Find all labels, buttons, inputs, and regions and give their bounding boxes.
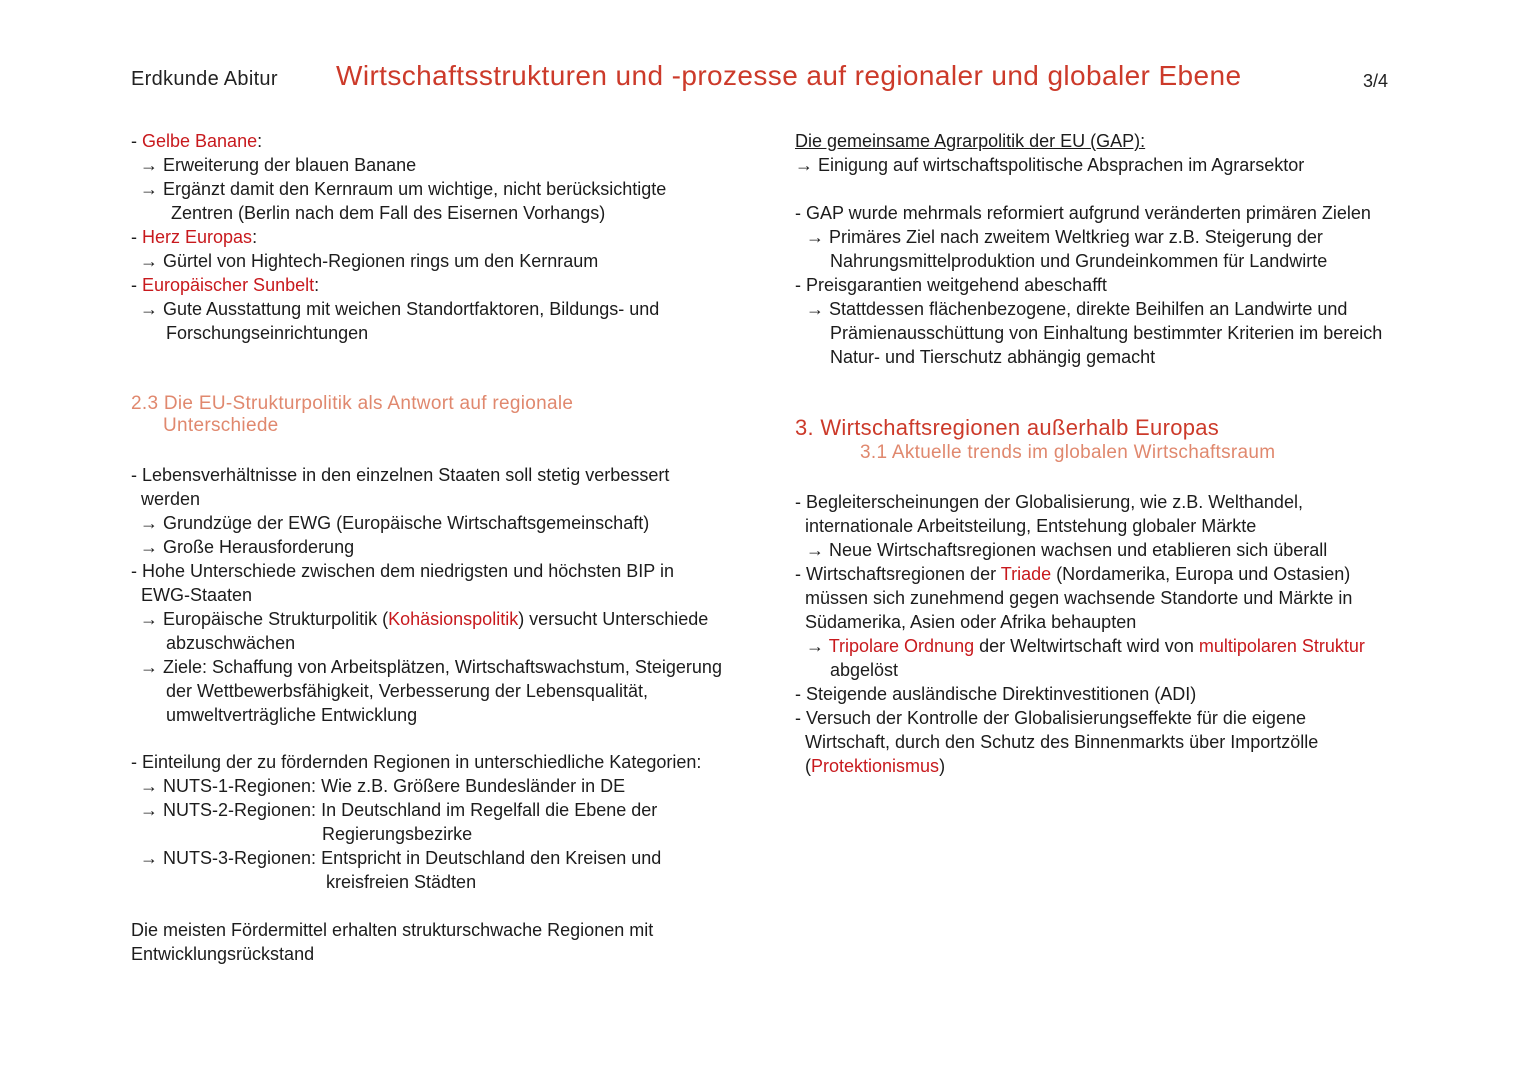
- text-line: internationale Arbeitsteilung, Entstehung globaler Märkte: [805, 516, 1257, 536]
- text-line: Regierungsbezirke: [322, 824, 473, 844]
- section-heading-3: 3. Wirtschaftsregionen außerhalb Europas: [795, 415, 1220, 440]
- text-line: → Gute Ausstattung mit weichen Standortfaktoren, Bildungs- und: [140, 299, 660, 319]
- text-fragment: (: [805, 756, 811, 776]
- subject-label: Erdkunde Abitur: [131, 68, 278, 90]
- text-fragment: (Nordamerika, Europa und Ostasien): [1051, 564, 1351, 584]
- term-sunbelt: Europäischer Sunbelt: [142, 275, 315, 295]
- text-line: → Primäres Ziel nach zweitem Weltkrieg war z.B. Steigerung der: [806, 227, 1323, 247]
- text-line-kohaesion: [140, 607, 708, 631]
- text-line: EWG-Staaten: [141, 585, 253, 605]
- gap-heading: Die gemeinsame Agrarpolitik der EU (GAP):: [795, 131, 1146, 151]
- page-title: Wirtschaftsstrukturen und -prozesse auf regionaler und globaler Ebene: [336, 60, 1242, 91]
- text-line: → NUTS-1-Regionen: Wie z.B. Größere Bundesländer in DE: [140, 776, 626, 796]
- text-line: Wirtschaft, durch den Schutz des Binnenmarkts über Importzölle: [805, 732, 1319, 752]
- text-line: - Lebensverhältnisse in den einzelnen Staaten soll stetig verbessert: [131, 465, 670, 485]
- text-line: Entwicklungsrückstand: [131, 944, 315, 964]
- text-line: - Versuch der Kontrolle der Globalisierungseffekte für die eigene: [795, 708, 1306, 728]
- text-line: → Ziele: Schaffung von Arbeitsplätzen, Wirtschaftswachstum, Steigerung: [140, 657, 722, 677]
- text-fragment: ): [939, 756, 946, 776]
- text-line: abgelöst: [830, 660, 899, 680]
- text-line: umweltverträgliche Entwicklung: [166, 705, 418, 725]
- text-line: Natur- und Tierschutz abhängig gemacht: [830, 347, 1156, 367]
- text-line: - Einteilung der zu fördernden Regionen in unterschiedliche Kategorien:: [131, 752, 702, 772]
- text-line: Die meisten Fördermittel erhalten strukturschwache Regionen mit: [131, 920, 654, 940]
- list-item-herz-europas: - Herz Europas:: [131, 227, 258, 247]
- text-line-tripolar: [806, 634, 1365, 658]
- text-line: → Grundzüge der EWG (Europäische Wirtschaftsgemeinschaft): [140, 513, 650, 533]
- text-line: → Große Herausforderung: [140, 537, 355, 557]
- text-line: abzuschwächen: [166, 633, 296, 653]
- text-line: → Gürtel von Hightech-Regionen rings um den Kernraum: [140, 251, 599, 271]
- text-line: → NUTS-3-Regionen: Entspricht in Deutschland den Kreisen und: [140, 848, 662, 868]
- text-line: - Steigende ausländische Direktinvestitionen (ADI): [795, 684, 1197, 704]
- text-line: Zentren (Berlin nach dem Fall des Eisernen Vorhangs): [171, 203, 606, 223]
- list-item-sunbelt: - Europäischer Sunbelt:: [131, 275, 320, 295]
- section-heading-2-3: 2.3 Die EU-Strukturpolitik als Antwort auf regionale: [131, 393, 574, 414]
- term-tripolare-ordnung: Tripolare Ordnung: [828, 636, 975, 656]
- term-multipolare-struktur: multipolaren Struktur: [1198, 636, 1365, 656]
- page-number: 3/4: [1363, 71, 1389, 91]
- text-line: werden: [141, 489, 201, 509]
- text-line: Nahrungsmittelproduktion und Grundeinkommen für Landwirte: [830, 251, 1328, 271]
- text-line: Südamerika, Asien oder Afrika behaupten: [805, 612, 1137, 632]
- text-line: → Stattdessen flächenbezogene, direkte Beihilfen an Landwirte und: [806, 299, 1348, 319]
- term-kohaesionspolitik: Kohäsionspolitik: [388, 609, 519, 629]
- text-fragment: der Weltwirtschaft wird von: [974, 636, 1199, 656]
- term-gelbe-banane: Gelbe Banane: [142, 131, 258, 151]
- text-line: - GAP wurde mehrmals reformiert aufgrund veränderten primären Zielen: [795, 203, 1371, 223]
- text-line: → Erweiterung der blauen Banane: [140, 155, 417, 175]
- text-line: müssen sich zunehmend gegen wachsende Standorte und Märkte in: [805, 588, 1353, 608]
- text-line: → NUTS-2-Regionen: In Deutschland im Regelfall die Ebene der: [140, 800, 658, 820]
- text-line: → Einigung auf wirtschaftspolitische Absprachen im Agrarsektor: [795, 155, 1305, 175]
- text-line: - Begleiterscheinungen der Globalisierung, wie z.B. Welthandel,: [795, 492, 1303, 512]
- section-heading-2-3-cont: Unterschiede: [163, 415, 279, 436]
- text-fragment: → Europäische Strukturpolitik (: [140, 609, 389, 629]
- text-fragment: →: [806, 636, 829, 656]
- text-line-triade: [795, 562, 1350, 586]
- text-line-protektionismus: [805, 754, 945, 778]
- section-heading-3-1: 3.1 Aktuelle trends im globalen Wirtschaftsraum: [860, 442, 1276, 463]
- text-line: → Ergänzt damit den Kernraum um wichtige, nicht berücksichtigte: [140, 179, 667, 199]
- text-line: - Preisgarantien weitgehend abeschafft: [795, 275, 1107, 295]
- text-line: kreisfreien Städten: [326, 872, 477, 892]
- text-line: Prämienausschüttung von Einhaltung bestimmter Kriterien im bereich: [830, 323, 1383, 343]
- term-triade: Triade: [1000, 564, 1052, 584]
- text-line: - Hohe Unterschiede zwischen dem niedrigsten und höchsten BIP in: [131, 561, 674, 581]
- term-herz-europas: Herz Europas: [142, 227, 253, 247]
- text-line: Forschungseinrichtungen: [166, 323, 369, 343]
- term-protektionismus: Protektionismus: [811, 756, 940, 776]
- list-item-gelbe-banane: - Gelbe Banane:: [131, 131, 263, 151]
- text-fragment: ) versucht Unterschiede: [518, 609, 709, 629]
- text-line: der Wettbewerbsfähigkeit, Verbesserung der Lebensqualität,: [166, 681, 648, 701]
- text-line: → Neue Wirtschaftsregionen wachsen und etablieren sich überall: [806, 540, 1328, 560]
- text-fragment: - Wirtschaftsregionen der: [795, 564, 1001, 584]
